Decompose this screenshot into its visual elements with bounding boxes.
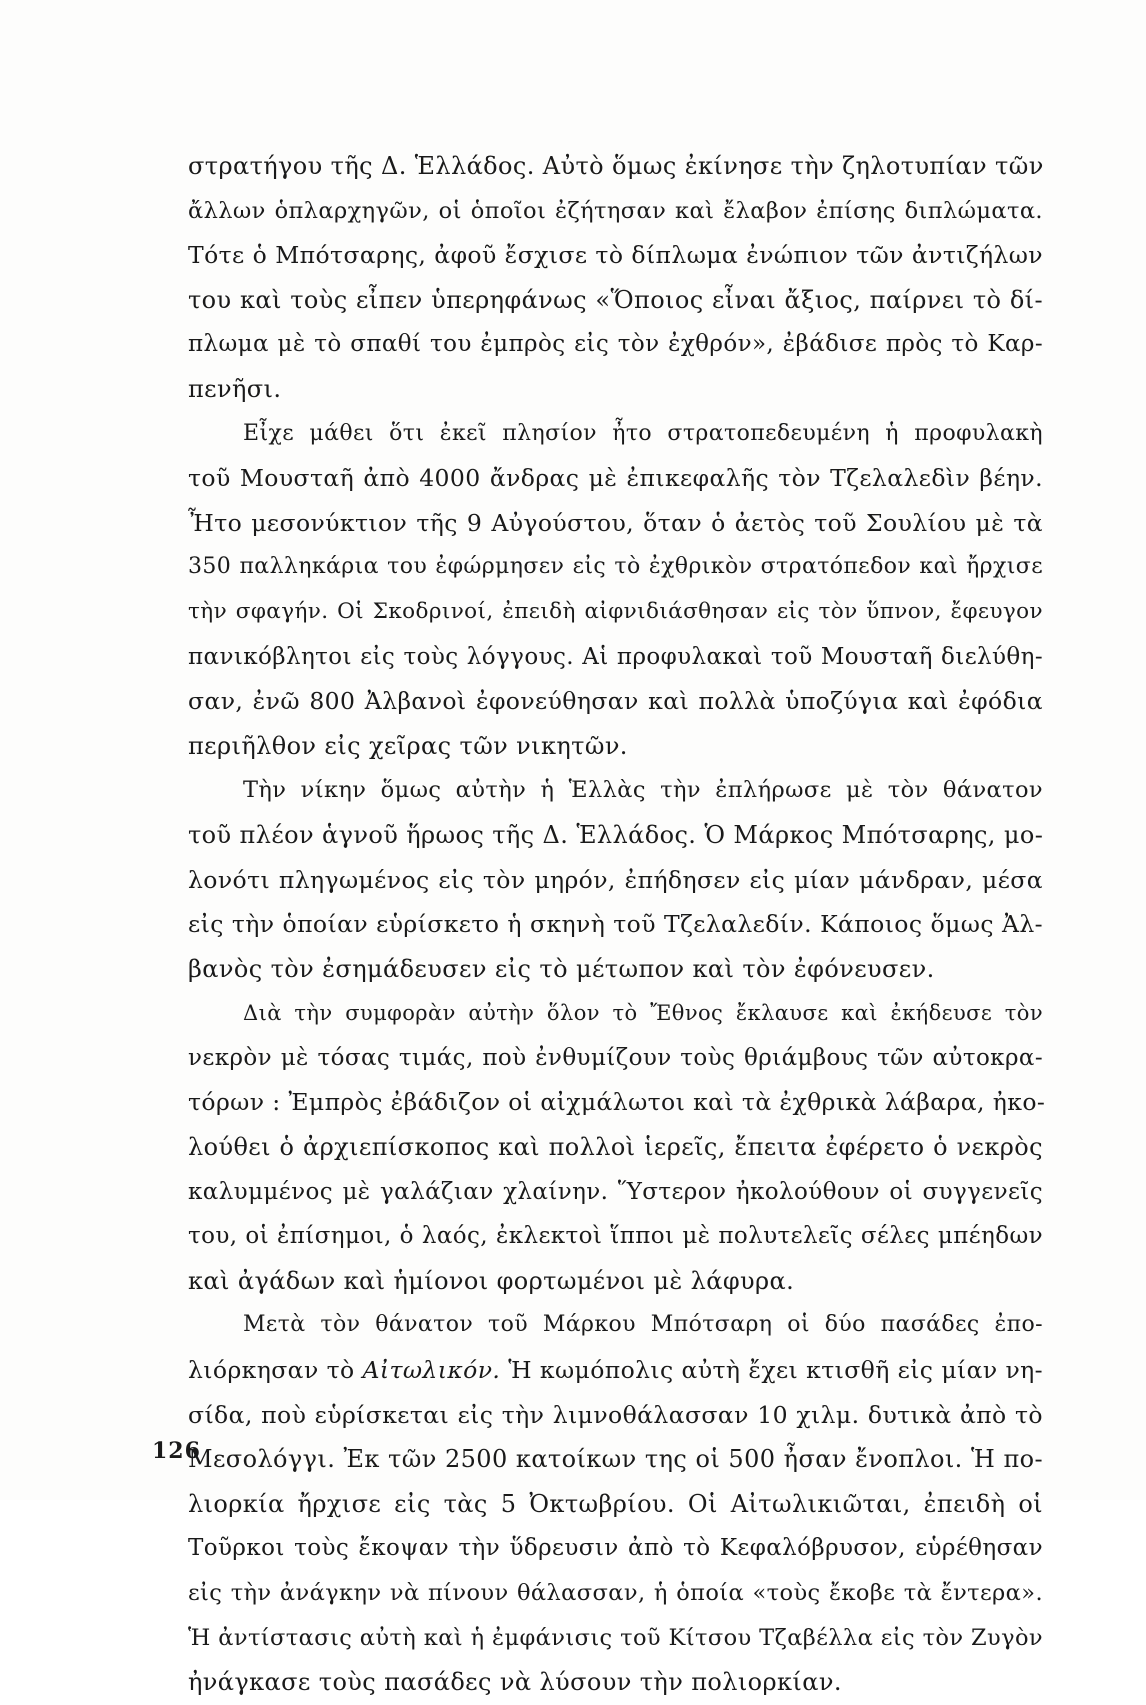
text-line: τοῦ πλέον ἁγνοῦ ἥρωος τῆς Δ. Ἑλλάδος. Ὁ Μάρκος Μπότσαρης, μο-	[188, 820, 1044, 849]
paragraph-1	[188, 144, 1043, 412]
text-line: στρατήγου τῆς Δ. Ἑλλάδος. Αὐτὸ ὅμως ἐκίνησε τὴν ζηλοτυπίαν τῶν	[188, 152, 1044, 180]
text-line: λονότι πληγωμένος εἰς τὸν μηρόν, ἐπήδησεν εἰς μίαν μάνδραν, μέσα	[188, 865, 1043, 894]
paragraph-2	[188, 412, 1043, 769]
text-line: του, οἱ ἐπίσημοι, ὁ λαός, ἐκλεκτοὶ ἵπποι μὲ πολυτελεῖς σέλες μπέηδων	[188, 1223, 1043, 1250]
italic-place-name: Αἰτωλικόν.	[362, 1356, 501, 1385]
text-line: του καὶ τοὺς εἶπεν ὑπερηφάνως «Ὅποιος εἶναι ἄξιος, παίρνει τὸ δί-	[188, 285, 1043, 314]
text-line: Εἶχε μάθει ὅτι ἐκεῖ πλησίον ἦτο στρατοπεδευμένη ἡ προφυλακὴ	[243, 420, 1043, 446]
text-line: 350 παλληκάρια του ἐφώρμησεν εἰς τὸ ἐχθρικὸν στρατόπεδον καὶ ἤρχισε	[188, 554, 1043, 580]
text-line: τόρων : Ἐμπρὸς ἐβάδιζον οἱ αἰχμάλωτοι καὶ τὰ ἐχθρικὰ λάβαρα, ἠκο-	[188, 1088, 1046, 1117]
text-line: Ἦτο μεσονύκτιον τῆς 9 Αὐγούστου, ὅταν ὁ ἀετὸς τοῦ Σουλίου μὲ τὰ	[188, 508, 1043, 537]
text-line: νεκρὸν μὲ τόσας τιμάς, ποὺ ἐνθυμίζουν τοὺς θριάμβους τῶν αὐτοκρα-	[188, 1044, 1043, 1071]
text-line: περιῆλθον εἰς χεῖρας τῶν νικητῶν.	[188, 731, 628, 760]
text-line: εἰς τὴν ἀνάγκην νὰ πίνουν θάλασσαν, ἡ ὁποία «τοὺς ἔκοβε τὰ ἔντερα».	[188, 1580, 1043, 1606]
body-text	[188, 144, 1046, 1705]
text-segment: Ἡ κωμόπολις αὐτὴ ἔχει κτισθῆ εἰς μίαν νη-	[500, 1356, 1044, 1385]
text-segment: λιόρκησαν τὸ	[188, 1356, 363, 1385]
page-number: 126	[152, 1438, 201, 1464]
text-line: βανὸς τὸν ἐσημάδευσεν εἰς τὸ μέτωπον καὶ τὸν ἐφόνευσεν.	[188, 954, 935, 983]
paragraph-4	[188, 991, 1046, 1303]
text-line: σαν, ἐνῶ 800 Ἀλβανοὶ ἐφονεύθησαν καὶ πολλὰ ὑποζύγια καὶ ἐφόδια	[188, 687, 1043, 716]
text-line: πλωμα μὲ τὸ σπαθί του ἐμπρὸς εἰς τὸν ἐχθρόν», ἐβάδισε πρὸς τὸ Καρ-	[188, 331, 1043, 358]
paragraph-3	[188, 768, 1043, 991]
text-line: ἄλλων ὁπλαρχηγῶν, οἱ ὁποῖοι ἐζήτησαν καὶ ἔλαβον ἐπίσης διπλώματα.	[188, 197, 1043, 224]
text-line: τοῦ Μουσταῆ ἀπὸ 4000 ἄνδρας μὲ ἐπικεφαλῆς τὸν Τζελαλεδὶν βέην.	[188, 464, 1043, 493]
text-line: Τὴν νίκην ὅμως αὐτὴν ἡ Ἑλλὰς τὴν ἐπλήρωσε μὲ τὸν θάνατον	[243, 777, 1043, 804]
text-line: πενῆσι.	[188, 374, 282, 403]
text-line: λιορκία ἤρχισε εἰς τὰς 5 Ὀκτωβρίου. Οἱ Αἰτωλικιῶται, ἐπειδὴ οἱ	[188, 1489, 1043, 1518]
text-line: λούθει ὁ ἀρχιεπίσκοπος καὶ πολλοὶ ἱερεῖς, ἔπειτα ἐφέρετο ὁ νεκρὸς	[188, 1133, 1043, 1162]
text-line: Διὰ τὴν συμφορὰν αὐτὴν ὅλον τὸ Ἔθνος ἔκλαυσε καὶ ἐκήδευσε τὸν	[243, 1001, 1043, 1026]
text-line: ἠνάγκασε τοὺς πασάδες νὰ λύσουν τὴν πολιορκίαν.	[188, 1668, 842, 1697]
text-line: Μεσολόγγι. Ἐκ τῶν 2500 κατοίκων της οἱ 500 ἦσαν ἔνοπλοι. Ἡ πο-	[188, 1445, 1043, 1474]
text-line: σίδα, ποὺ εὑρίσκεται εἰς τὴν λιμνοθάλασσαν 10 χιλμ. δυτικὰ ἀπὸ τὸ	[188, 1400, 1043, 1429]
text-line-with-italic	[188, 1348, 1043, 1393]
text-line: καὶ ἀγάδων καὶ ἡμίονοι φορτωμένοι μὲ λάφυρα.	[188, 1266, 795, 1295]
text-line: Τοῦρκοι τοὺς ἔκοψαν τὴν ὕδρευσιν ἀπὸ τὸ Κεφαλόβρυσον, εὑρέθησαν	[188, 1535, 1043, 1562]
text-line: Μετὰ τὸν θάνατον τοῦ Μάρκου Μπότσαρη οἱ δύο πασάδες ἐπο-	[243, 1312, 1043, 1338]
text-line: Τότε ὁ Μπότσαρης, ἀφοῦ ἔσχισε τὸ δίπλωμα ἐνώπιον τῶν ἀντιζήλων	[188, 241, 1043, 270]
text-line: καλυμμένος μὲ γαλάζιαν χλαίνην. Ὕστερον ἠκολούθουν οἱ συγγενεῖς	[188, 1178, 1043, 1205]
text-line: Ἡ ἀντίστασις αὐτὴ καὶ ἡ ἐμφάνισις τοῦ Κίτσου Τζαβέλλα εἰς τὸν Ζυγὸν	[188, 1624, 1043, 1651]
text-line: εἰς τὴν ὁποίαν εὑρίσκετο ἡ σκηνὴ τοῦ Τζελαλεδίν. Κάποιος ὅμως Ἀλ-	[188, 910, 1043, 939]
paragraph-5	[188, 1303, 1043, 1704]
text-line: τὴν σφαγήν. Οἱ Σκοδρινοί, ἐπειδὴ αἰφνιδιάσθησαν εἰς τὸν ὕπνον, ἔφευγον	[188, 598, 1043, 624]
text-line: πανικόβλητοι εἰς τοὺς λόγγους. Αἱ προφυλακαὶ τοῦ Μουσταῆ διελύθη-	[188, 643, 1043, 670]
